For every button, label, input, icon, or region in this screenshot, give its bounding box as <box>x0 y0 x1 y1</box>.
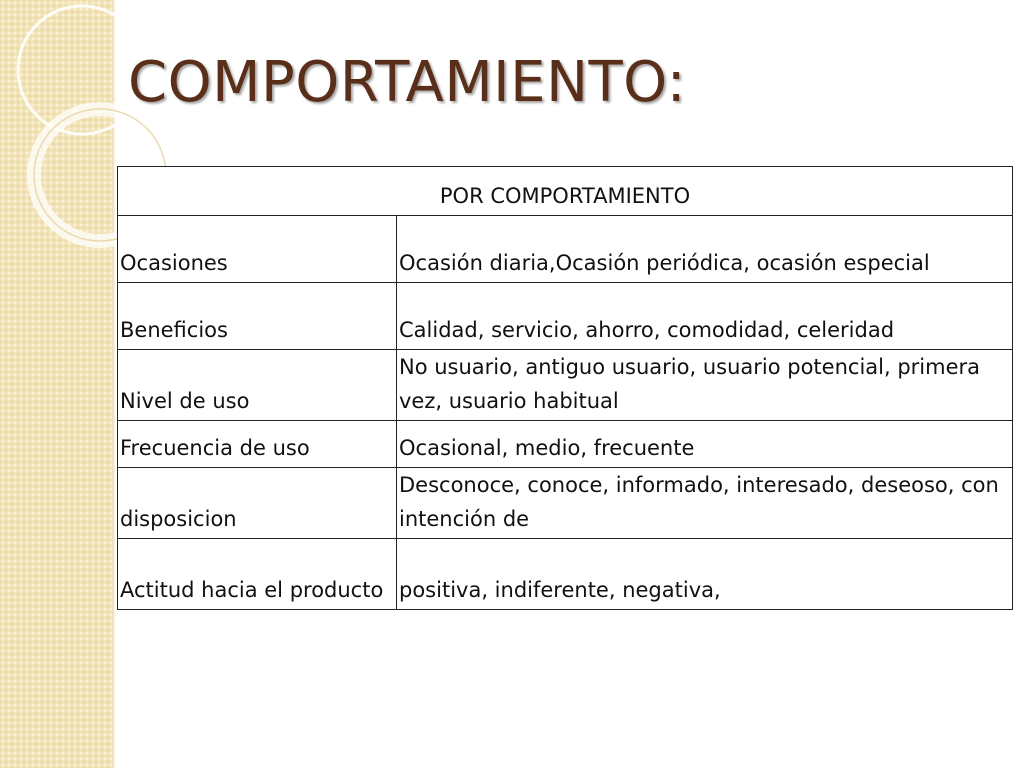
table-row <box>118 539 1013 610</box>
row-value: Desconoce, conoce, informado, interesado, deseoso, con intención de <box>397 468 1013 539</box>
row-value: Ocasión diaria,Ocasión periódica, ocasión especial <box>397 216 1013 283</box>
row-label: Nivel de uso <box>118 350 397 421</box>
table-header-row <box>118 167 1013 216</box>
row-label: Beneficios <box>118 283 397 350</box>
slide-title: COMPORTAMIENTO: <box>128 50 687 115</box>
row-value: positiva, indiferente, negativa, <box>397 539 1013 610</box>
row-label: Actitud hacia el producto <box>118 539 397 610</box>
row-value: Ocasional, medio, frecuente <box>397 421 1013 468</box>
row-label: disposicion <box>118 468 397 539</box>
row-value: No usuario, antiguo usuario, usuario potencial, primera vez, usuario habitual <box>397 350 1013 421</box>
row-label: Frecuencia de uso <box>118 421 397 468</box>
table-header: POR COMPORTAMIENTO <box>118 167 1013 216</box>
table-row <box>118 421 1013 468</box>
row-label: Ocasiones <box>118 216 397 283</box>
table-row <box>118 350 1013 421</box>
table-row <box>118 283 1013 350</box>
behavior-segmentation-table <box>117 166 1013 610</box>
table-row <box>118 216 1013 283</box>
table-row <box>118 468 1013 539</box>
row-value: Calidad, servicio, ahorro, comodidad, celeridad <box>397 283 1013 350</box>
